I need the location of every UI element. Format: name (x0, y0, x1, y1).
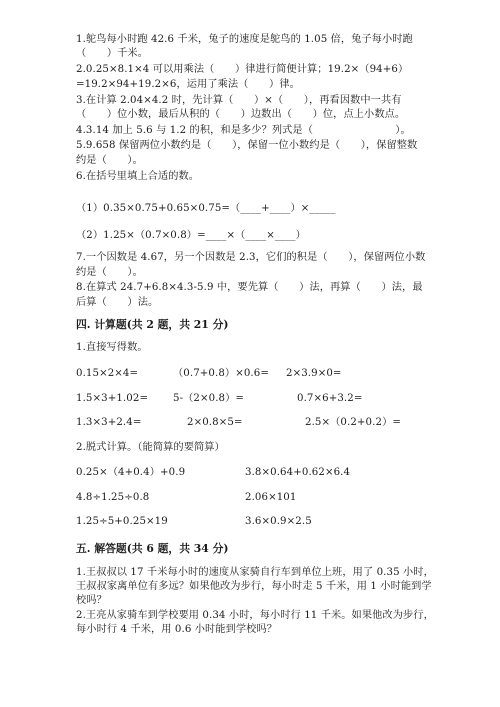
question-7-line-2: 约是（ ）。 (76, 267, 143, 278)
step-calc-item: 3.8×0.64+0.62×6.4 (245, 467, 351, 478)
question-3-line-1: 3.在计算 2.04×4.2 时，先计算（ ）×（ ），再看因数中一共有 (76, 95, 402, 106)
question-1-line-2: （ ）千米。 (76, 48, 149, 59)
question-5-line-1: 5.9.658 保留两位小数约是（ ），保留一位小数约是（ ），保留整数 (76, 140, 418, 151)
question-8-line-2: 后算（ ）法。 (76, 297, 159, 308)
question-1-line-1: 1.鸵鸟每小时跑 42.6 千米，兔子的速度是鸵鸟的 1.05 倍，兔子每小时跑 (76, 34, 413, 45)
oral-calc-item: 1.3×3+2.4= (76, 417, 142, 428)
section-4-title: 四. 计算题(共 2 题，共 21 分) (76, 318, 229, 331)
oral-calc-item: 5-（2×0.8）= (173, 393, 245, 404)
oral-calc-item: 2.5×（0.2+0.2）= (305, 417, 401, 428)
oral-calc-item: 1.5×3+1.02= (76, 393, 149, 404)
question-8-line-1: 8.在算式 24.7+6.8×4.3-5.9 中，要先算（ ）法，再算（ ）法，最 (76, 282, 423, 293)
question-2-line-1: 2.0.25×8.1×4 可以用乘法（ ）律进行简便计算；19.2×（94+6） (76, 64, 409, 75)
question-7-line-1: 7.一个因数是 4.67，另一个因数是 2.3，它们的积是（ ），保留两位小数 (76, 252, 426, 263)
question-3-line-2: （ ）位小数，最后从积的（ ）边数出（ ）位，点上小数点。 (76, 109, 406, 120)
section-4-question-2: 2.脱式计算。（能简算的要简算） (76, 442, 225, 453)
question-5-line-2: 约是（ ）。 (76, 155, 143, 166)
problem-1-line-3: 校吗？ (76, 595, 107, 606)
step-calc-item: 4.8÷1.25÷0.8 (76, 492, 150, 503)
step-calc-item: 1.25÷5+0.25×19 (76, 516, 168, 527)
oral-calc-item: 2×0.8×5= (187, 417, 243, 428)
step-calc-item: 0.25×（4+0.4）+0.9 (76, 467, 186, 478)
step-calc-item: 2.06×101 (245, 492, 297, 503)
oral-calc-item: 0.15×2×4= (76, 368, 139, 379)
question-2-line-2: =19.2×94+19.2×6，运用了乘法（ ）律。 (76, 79, 300, 90)
problem-2-line-1: 2.王亮从家骑车到学校要用 0.34 小时，每小时行 11 千米。如果他改为步行， (76, 610, 434, 621)
step-calc-item: 3.6×0.9×2.5 (245, 516, 312, 527)
question-6: 6.在括号里填上合适的数。 (76, 171, 200, 182)
question-6-part-1: （1）0.35×0.75+0.65×0.75=（____+____）×_____ (76, 203, 336, 214)
section-4-question-1: 1.直接写得数。 (76, 342, 148, 353)
problem-1-line-2: 王叔叔家离单位有多远？如果他改为步行，每小时走 5 千米，用 1 小时能到学 (76, 581, 432, 592)
oral-calc-item: （0.7+0.8）×0.6= (173, 368, 269, 379)
oral-calc-item: 0.7×6+3.2= (297, 393, 363, 404)
problem-2-line-2: 每小时行 4 千米，用 0.6 小时能到学校吗？ (76, 624, 278, 635)
section-5-title: 五. 解答题(共 6 题，共 34 分) (76, 542, 229, 555)
problem-1-line-1: 1.王叔叔以 17 千米每小时的速度从家骑自行车到单位上班，用了 0.35 小时， (76, 567, 434, 578)
question-4: 4.3.14 加上 5.6 与 1.2 的积，和是多少？列式是（ ）。 (76, 125, 411, 136)
question-6-part-2: （2）1.25×（0.7×0.8）=____×（____×____） (76, 230, 306, 241)
oral-calc-item: 2×3.9×0= (286, 368, 342, 379)
